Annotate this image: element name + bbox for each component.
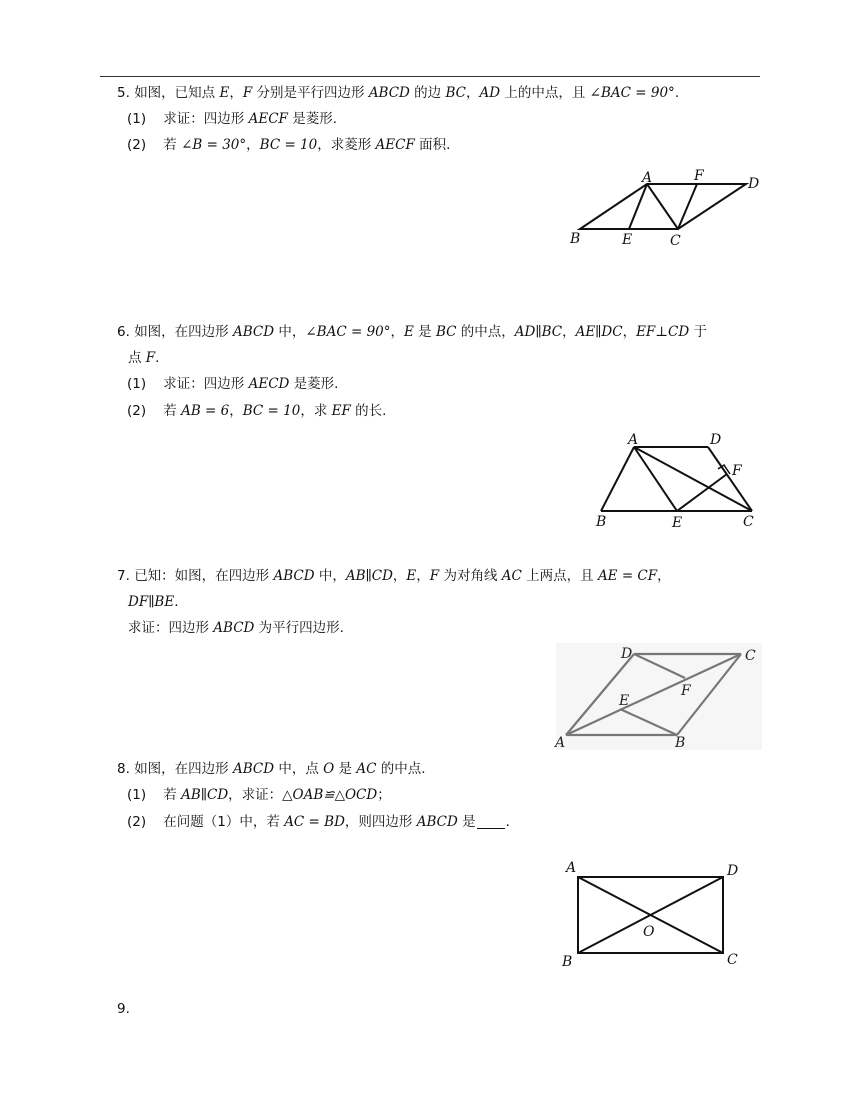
q6-label-f: F xyxy=(732,463,742,479)
q7-label-b: B xyxy=(675,735,686,751)
q8-label-a: A xyxy=(566,860,577,876)
q7-stem: 7. 已知：如图，在四边形 ABCD 中，AB∥CD，E，F 为对角线 AC 上两点，且 AE = CF， xyxy=(117,568,671,584)
q5-label-a: A xyxy=(642,170,653,186)
q7-label-f: F xyxy=(681,683,691,699)
q7-stem-cont: DF∥BE. xyxy=(128,594,179,610)
q8-figure xyxy=(558,855,748,970)
answer-blank[interactable] xyxy=(477,814,505,829)
q7-label-e: E xyxy=(619,693,630,709)
q8-label-b: B xyxy=(562,954,573,970)
q7-figure xyxy=(550,643,765,751)
q6-label-b: B xyxy=(596,514,607,530)
q6-stem: 6. 如图，在四边形 ABCD 中，∠BAC = 90°，E 是 BC 的中点，AD∥BC，AE∥DC，EF⊥CD 于 xyxy=(117,324,707,340)
q5-label-f: F xyxy=(694,168,704,184)
q8-sub2: (2) 在问题（1）中，若 AC = BD，则四边形 ABCD 是 . xyxy=(127,814,510,830)
q5-figure xyxy=(560,165,770,255)
q7-label-d: D xyxy=(621,646,633,662)
q5-sub2: (2) 若 ∠B = 30°，BC = 10，求菱形 AECF 面积. xyxy=(127,137,451,153)
q8-label-d: D xyxy=(727,863,739,879)
q8-label-o: O xyxy=(643,924,655,940)
q6-label-a: A xyxy=(628,432,639,448)
q6-label-d: D xyxy=(710,432,722,448)
q7-prove: 求证：四边形 ABCD 为平行四边形. xyxy=(128,620,344,636)
q8-label-c: C xyxy=(727,952,738,968)
q7-label-c: C xyxy=(745,648,756,664)
q8-stem: 8. 如图，在四边形 ABCD 中，点 O 是 AC 的中点. xyxy=(117,761,426,777)
q6-sub2: (2) 若 AB = 6，BC = 10，求 EF 的长. xyxy=(127,403,387,419)
q6-stem-cont: 点 F. xyxy=(128,350,160,366)
q6-label-e: E xyxy=(672,515,683,531)
q5-label-c: C xyxy=(670,233,681,249)
header-rule xyxy=(100,76,760,77)
q8-sub1: (1) 若 AB∥CD，求证：△OAB≌△OCD； xyxy=(127,787,391,803)
q6-figure xyxy=(590,428,765,533)
q5-label-e: E xyxy=(622,232,633,248)
q5-label-b: B xyxy=(570,231,581,247)
q5-stem: 5. 如图，已知点 E，F 分别是平行四边形 ABCD 的边 BC，AD 上的中点，且 ∠BAC = 90°. xyxy=(117,85,680,101)
q7-label-a: A xyxy=(555,735,566,751)
q6-sub1: (1) 求证：四边形 AECD 是菱形. xyxy=(127,376,339,392)
q5-sub1: (1) 求证：四边形 AECF 是菱形. xyxy=(127,111,337,127)
q9-stem: 9. xyxy=(117,1001,130,1017)
q6-label-c: C xyxy=(743,514,754,530)
q5-label-d: D xyxy=(748,176,760,192)
